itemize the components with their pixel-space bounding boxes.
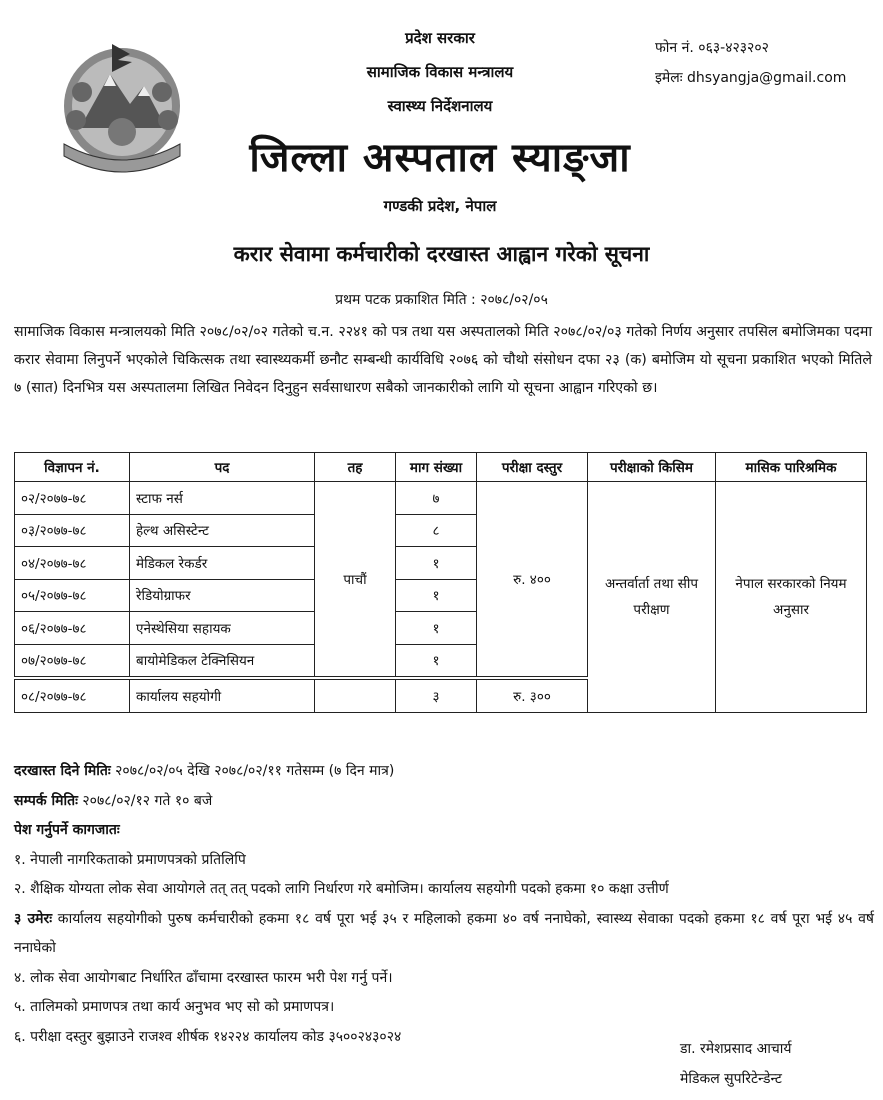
age-requirement [14,905,874,964]
document-item: १. नेपाली नागरिकताको प्रमाणपत्रको प्रतिलिपि [14,851,246,868]
phone-number: फोन नं. ०६३-४२३२०२ [655,40,769,56]
contact-date-line [14,787,874,817]
signature-block [680,1034,792,1094]
col-salary: मासिक पारिश्रमिक [716,453,867,482]
post-count: ८ [396,514,477,547]
age-label: ३ उमेरः [14,910,53,927]
apply-date-value: २०७८/०२/०५ देखि २०७८/०२/११ गतेसम्म (७ दिन मात्र) [110,763,395,779]
office-title: जिल्ला अस्पताल स्याङ्जा [249,135,631,181]
publish-date: प्रथम पटक प्रकाशित मिति : २०७८/०२/०५ [335,292,548,308]
exam-type-cell: अन्तर्वार्ता तथा सीप परीक्षण [588,482,716,713]
apply-date-label: दरखास्त दिने मितिः [14,763,111,779]
contact-date-value: २०७८/०२/१२ गते १० बजे [77,792,213,809]
level-cell: पाचौं [315,482,396,679]
ad-number: ०२/२०७७-७८ [15,482,130,515]
ad-number: ०४/२०७७-७८ [15,547,130,580]
notice-title: करार सेवामा कर्मचारीको दरखास्त आह्वान गरेको सूचना [233,242,650,266]
post-name: हेल्थ असिस्टेन्ट [130,514,315,547]
post-count: १ [396,579,477,612]
age-value: कार्यालय सहयोगीको पुरुष कर्मचारीको हकमा १८ वर्ष पूरा भई ३५ र महिलाको हकमा ४० वर्ष ननाघेको, स्वास्थ्य सेवाका पदको हकमा १८ वर्ष पूरा भई ४५ वर्ष ननाघेको [14,910,874,956]
ad-number: ०८/२०७७-७८ [15,678,130,712]
signatory-name: डा. रमेशप्रसाद आचार्य [680,1041,792,1057]
document-item: २. शैक्षिक योग्यता लोक सेवा आयोगले तत् तत् पदको लागि निर्धारण गरे बमोजिम। कार्यालय सहयोगी पदको हकमा १० कक्षा उत्तीर्ण [14,881,669,897]
post-name: रेडियोग्राफर [130,579,315,612]
fee-cell-last: रु. ३०० [477,678,588,712]
document-item: ५. तालिमको प्रमाणपत्र तथा कार्य अनुभव भए सो को प्रमाणपत्र। [14,999,335,1015]
gov-name: प्रदेश सरकार [405,29,475,47]
level-cell-empty [315,678,396,712]
post-name: स्टाफ नर्स [130,482,315,515]
post-count: ७ [396,482,477,515]
document-item: ६. परीक्षा दस्तुर बुझाउने राजश्व शीर्षक १४२२४ कार्यालय कोड ३५००२४३०२४ [14,1028,402,1045]
col-exam-type: परीक्षाको किसिम [588,453,716,482]
col-post: पद [130,453,315,482]
post-count: १ [396,644,477,678]
col-fee: परीक्षा दस्तुर [477,453,588,482]
salary-cell: नेपाल सरकारको नियम अनुसार [716,482,867,713]
nepal-emblem-icon [52,40,192,178]
col-ad-no: विज्ञापन नं. [15,453,130,482]
email-address: इमेलः dhsyangja@gmail.com [655,70,847,86]
ad-number: ०५/२०७७-७८ [15,579,130,612]
vacancy-table [14,452,867,713]
post-count: १ [396,547,477,580]
ministry-name: सामाजिक विकास मन्त्रालय [366,63,514,81]
documents-label: पेश गर्नुपर्ने कागजातः [14,822,120,838]
notes-section [14,757,874,1052]
col-count: माग संख्या [396,453,477,482]
office-address: गण्डकी प्रदेश, नेपाल [383,197,497,215]
contact-date-label: सम्पर्क मितिः [14,792,78,809]
document-item: ४. लोक सेवा आयोगबाट निर्धारित ढाँचामा दरखास्त फारम भरी पेश गर्नु पर्ने। [14,969,393,986]
post-name: बायोमेडिकल टेक्निसियन [130,644,315,678]
post-count: ३ [396,678,477,712]
post-name: एनेस्थेसिया सहायक [130,612,315,645]
notice-body: सामाजिक विकास मन्त्रालयको मिति २०७८/०२/०२ गतेको च.न. २२४१ को पत्र तथा यस अस्पतालको मिति २०७८/०२/०३ गतेको निर्णय अनुसार तपसिल बमोजिमका पदमा करार सेवामा लिनुपर्ने भएकोले चिकित्सक तथा स्वास्थ्यकर्मी छनौट सम्बन्धी कार्यविधि २०७६ को चौथो संसोधन दफा २३ (क) बमोजिम यो सूचना प्रकाशित भएको मितिले ७ (सात) दिनभित्र यस अस्पतालमा लिखित निवेदन दिनुहुन सर्वसाधारण सबैको जानकारीको लागि यो सूचना आह्वान गरिएको छ। [14,324,872,396]
apply-date-line [14,757,874,787]
post-name: मेडिकल रेकर्डर [130,547,315,580]
ad-number: ०३/२०७७-७८ [15,514,130,547]
post-name: कार्यालय सहयोगी [130,678,315,712]
directorate-name: स्वास्थ्य निर्देशनालय [387,97,493,115]
table-row [15,482,867,515]
col-level: तह [315,453,396,482]
table-header-row [15,453,867,482]
ad-number: ०६/२०७७-७८ [15,612,130,645]
signatory-title: मेडिकल सुपरिटेन्डेन्ट [680,1071,782,1087]
ad-number: ०७/२०७७-७८ [15,644,130,678]
fee-cell: रु. ४०० [477,482,588,679]
post-count: १ [396,612,477,645]
